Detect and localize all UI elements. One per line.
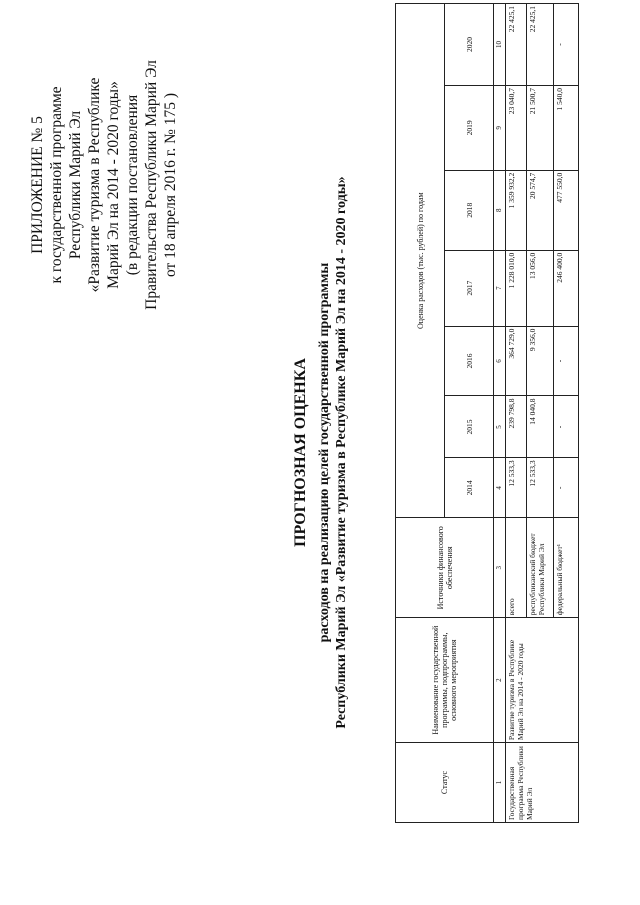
cell-value: 246 400,0 xyxy=(554,250,579,326)
document-heading xyxy=(292,0,350,905)
cell-value: 22 425,1 xyxy=(506,4,527,86)
appendix-line: Правительства Республики Марий Эл xyxy=(143,60,160,310)
header-status: Статус xyxy=(396,743,494,823)
column-number: 10 xyxy=(494,4,506,86)
appendix-block xyxy=(28,25,180,345)
cell-value: 477 550,0 xyxy=(554,170,579,250)
column-number: 1 xyxy=(494,743,506,823)
header-year: 2015 xyxy=(445,396,494,458)
cell-value: - xyxy=(554,458,579,518)
cell-source: всего xyxy=(506,518,527,618)
column-number: 8 xyxy=(494,170,506,250)
appendix-line: ПРИЛОЖЕНИЕ № 5 xyxy=(29,116,46,254)
header-year: 2014 xyxy=(445,458,494,518)
appendix-line: Марий Эл на 2014 - 2020 годы» xyxy=(105,81,122,289)
cell-source: республиканский бюджет Республики Марий Эл xyxy=(527,518,554,618)
document-title: ПРОГНОЗНАЯ ОЦЕНКА xyxy=(292,358,309,547)
header-year: 2018 xyxy=(445,170,494,250)
cell-value: 12 533,3 xyxy=(527,458,554,518)
header-year: 2020 xyxy=(445,4,494,86)
cell-value: - xyxy=(554,326,579,396)
appendix-line: Республики Марий Эл xyxy=(67,110,84,260)
header-year: 2017 xyxy=(445,250,494,326)
cell-value: 1 228 010,0 xyxy=(506,250,527,326)
cell-value: 21 500,7 xyxy=(527,85,554,170)
cell-source: федеральный бюджет¹ xyxy=(554,518,579,618)
cell-value: 9 356,0 xyxy=(527,326,554,396)
appendix-line: к государственной программе xyxy=(48,86,65,284)
cell-name: Развитие туризма в Республике Марий Эл на 2014 - 2020 годы xyxy=(506,618,579,743)
header-year: 2019 xyxy=(445,85,494,170)
cell-value: - xyxy=(554,4,579,86)
appendix-line: «Развитие туризма в Республике xyxy=(86,77,103,293)
cell-value: 12 533,3 xyxy=(506,458,527,518)
cell-value: 23 040,7 xyxy=(506,85,527,170)
column-number: 9 xyxy=(494,85,506,170)
appendix-line: (в редакции постановления xyxy=(124,94,141,276)
heading-line: Республики Марий Эл «Развитие туризма в Республике Марий Эл на 2014 - 2020 годы» xyxy=(334,176,349,729)
cell-value: - xyxy=(554,396,579,458)
cell-status: Государственная программа Республики Марий Эл xyxy=(506,743,579,823)
column-number: 4 xyxy=(494,458,506,518)
cell-value: 239 798,8 xyxy=(506,396,527,458)
cell-value: 20 574,7 xyxy=(527,170,554,250)
cell-value: 364 729,0 xyxy=(506,326,527,396)
expense-table xyxy=(395,3,579,823)
header-name: Наименование государственной программы, подпрограммы, основного мероприятия xyxy=(396,618,494,743)
header-source: Источники финансового обеспечения xyxy=(396,518,494,618)
column-number: 7 xyxy=(494,250,506,326)
appendix-line: от 18 апреля 2016 г. № 175 ) xyxy=(162,92,179,278)
cell-value: 1 359 932,2 xyxy=(506,170,527,250)
heading-line: расходов на реализацию целей государственной программы xyxy=(317,262,332,643)
cell-value: 22 425,1 xyxy=(527,4,554,86)
cell-value: 14 040,8 xyxy=(527,396,554,458)
header-estimate: Оценка расходов (тыс. рублей) по годам xyxy=(396,4,445,518)
column-number: 2 xyxy=(494,618,506,743)
column-number: 6 xyxy=(494,326,506,396)
column-number: 3 xyxy=(494,518,506,618)
table-row xyxy=(506,4,527,823)
header-year: 2016 xyxy=(445,326,494,396)
cell-value: 13 056,0 xyxy=(527,250,554,326)
cell-value: 1 540,0 xyxy=(554,85,579,170)
column-number: 5 xyxy=(494,396,506,458)
